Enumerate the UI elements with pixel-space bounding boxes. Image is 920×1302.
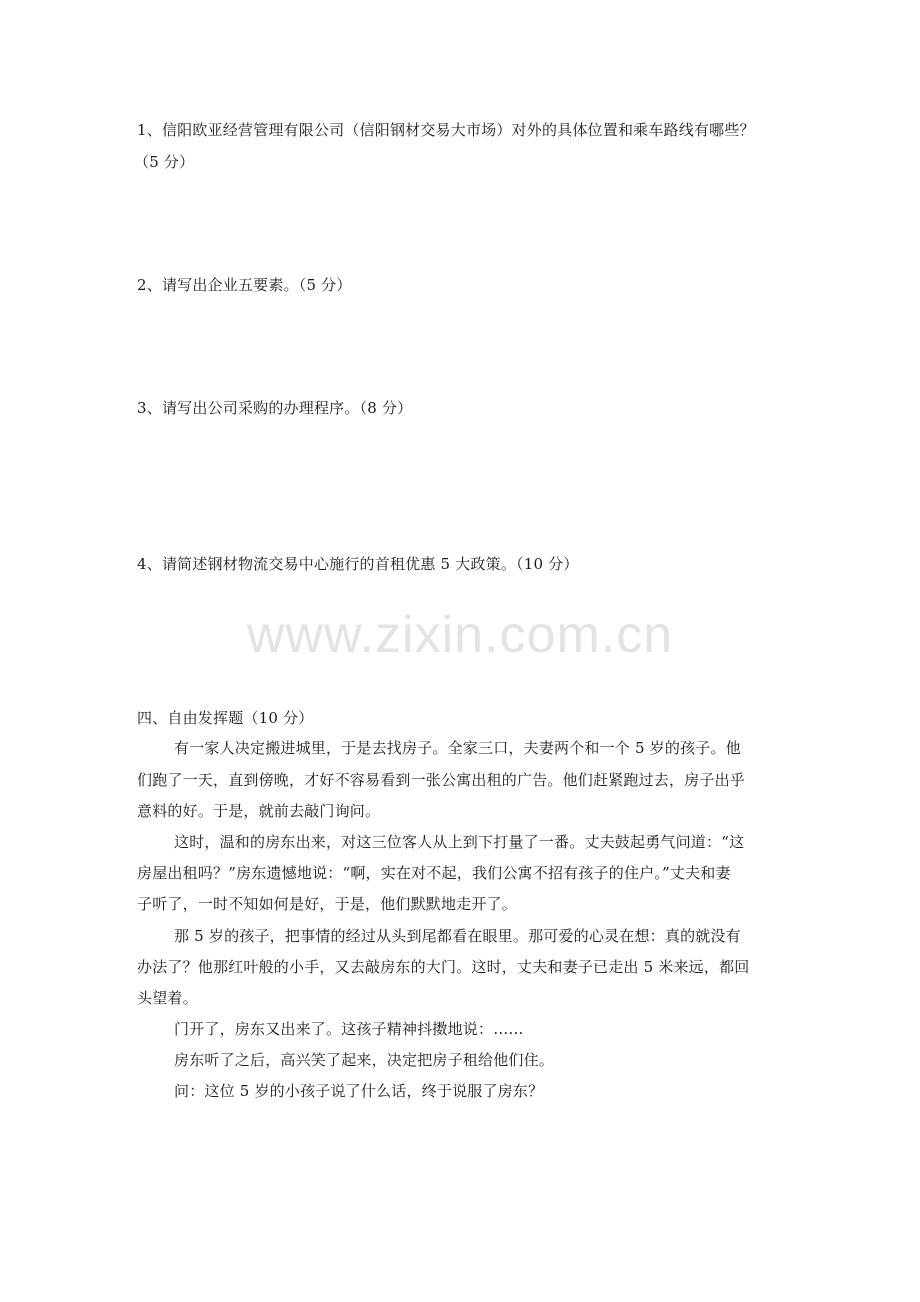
paragraph-6: 问：这位 5 岁的小孩子说了什么话，终于说服了房东？ bbox=[174, 1082, 544, 1100]
watermark: www.zixin.com.cn bbox=[246, 606, 674, 664]
paragraph-2-line-3: 子听了，一时不知如何是好，于是，他们默默地走开了。 bbox=[137, 895, 518, 913]
paragraph-3-line-1: 那 5 岁的孩子，把事情的经过从头到尾都看在眼里。那可爱的心灵在想：真的就没有 bbox=[174, 927, 741, 945]
section-4-heading: 四、自由发挥题（10 分） bbox=[137, 709, 314, 727]
paragraph-1-line-2: 们跑了一天，直到傍晚，才好不容易看到一张公寓出租的广告。他们赶紧跑过去，房子出乎 bbox=[137, 771, 746, 789]
question-4: 4、请简述钢材物流交易中心施行的首租优惠 5 大政策。（10 分） bbox=[137, 555, 579, 573]
question-1-line-1: 1、信阳欧亚经营管理有限公司（信阳钢材交易大市场）对外的具体位置和乘车路线有哪些？ bbox=[137, 121, 755, 139]
question-2: 2、请写出企业五要素。（5 分） bbox=[137, 276, 352, 294]
question-1-line-2: （5 分） bbox=[134, 153, 195, 171]
paragraph-3-line-2: 办法了？他那红叶般的小手，又去敲房东的大门。这时，丈夫和妻子已走出 5 米来远，都回 bbox=[137, 958, 750, 976]
paragraph-5: 房东听了之后，高兴笑了起来，决定把房子租给他们住。 bbox=[174, 1051, 555, 1069]
paragraph-2-line-2: 房屋出租吗？”房东遗憾地说：“啊，实在对不起，我们公寓不招有孩子的住户。”丈夫和妻 bbox=[137, 864, 731, 882]
paragraph-4: 门开了，房东又出来了。这孩子精神抖擞地说：…… bbox=[174, 1020, 524, 1038]
paragraph-3-line-3: 头望着。 bbox=[137, 989, 198, 1007]
paragraph-2-line-1: 这时，温和的房东出来，对这三位客人从上到下打量了一番。丈夫鼓起勇气问道：“这 bbox=[174, 833, 745, 851]
paragraph-1-line-1: 有一家人决定搬进城里，于是去找房子。全家三口，夫妻两个和一个 5 岁的孩子。他 bbox=[174, 739, 741, 757]
paragraph-1-line-3: 意料的好。于是，就前去敲门询问。 bbox=[137, 802, 381, 820]
question-3: 3、请写出公司采购的办理程序。（8 分） bbox=[137, 399, 413, 417]
